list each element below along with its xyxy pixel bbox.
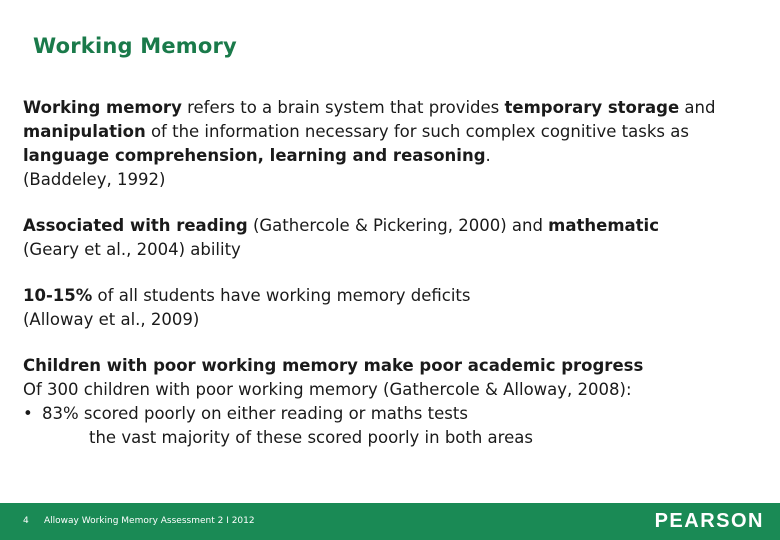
bold-text: temporary storage <box>504 98 680 117</box>
text: of the information necessary for such complex cognitive tasks as <box>145 122 689 141</box>
paragraph-progress <box>23 354 763 450</box>
page-number: 4 <box>23 516 29 526</box>
heading-line <box>23 354 763 378</box>
bold-text: Working memory <box>23 98 182 117</box>
citation: (Baddeley, 1992) <box>23 170 166 189</box>
text: refers to a brain system that provides <box>181 98 505 117</box>
text: and <box>679 98 716 117</box>
indented-line: the vast majority of these scored poorly in both areas <box>89 428 533 447</box>
bold-text: language comprehension, learning and reasoning <box>23 146 486 165</box>
text: (Gathercole & Pickering, 2000) and <box>247 216 549 235</box>
slide-title: Working Memory <box>33 34 237 58</box>
bold-text: 10-15% <box>23 286 93 305</box>
bold-text: Associated with reading <box>23 216 248 235</box>
bold-text: manipulation <box>23 122 146 141</box>
footer-text: Alloway Working Memory Assessment 2 I 2012 <box>44 516 255 526</box>
bullet-icon: • <box>23 404 33 423</box>
text: (Geary et al., 2004) ability <box>23 240 241 259</box>
paragraph-associations <box>23 214 763 262</box>
text: . <box>485 146 491 165</box>
bold-text: Children with poor working memory make poor academic progress <box>23 356 644 375</box>
footer-bar <box>0 503 780 540</box>
bold-text: mathematic <box>548 216 659 235</box>
slide-body <box>23 96 763 450</box>
pearson-logo: PEARSON <box>654 510 764 532</box>
citation: (Alloway et al., 2009) <box>23 310 200 329</box>
bullet-text: 83% scored poorly on either reading or maths tests <box>42 404 468 423</box>
text: of all students have working memory deficits <box>92 286 471 305</box>
text-line: Of 300 children with poor working memory (Gathercole & Alloway, 2008): <box>23 380 632 399</box>
bullet-item <box>23 402 763 426</box>
paragraph-definition <box>23 96 763 192</box>
paragraph-prevalence <box>23 284 763 332</box>
